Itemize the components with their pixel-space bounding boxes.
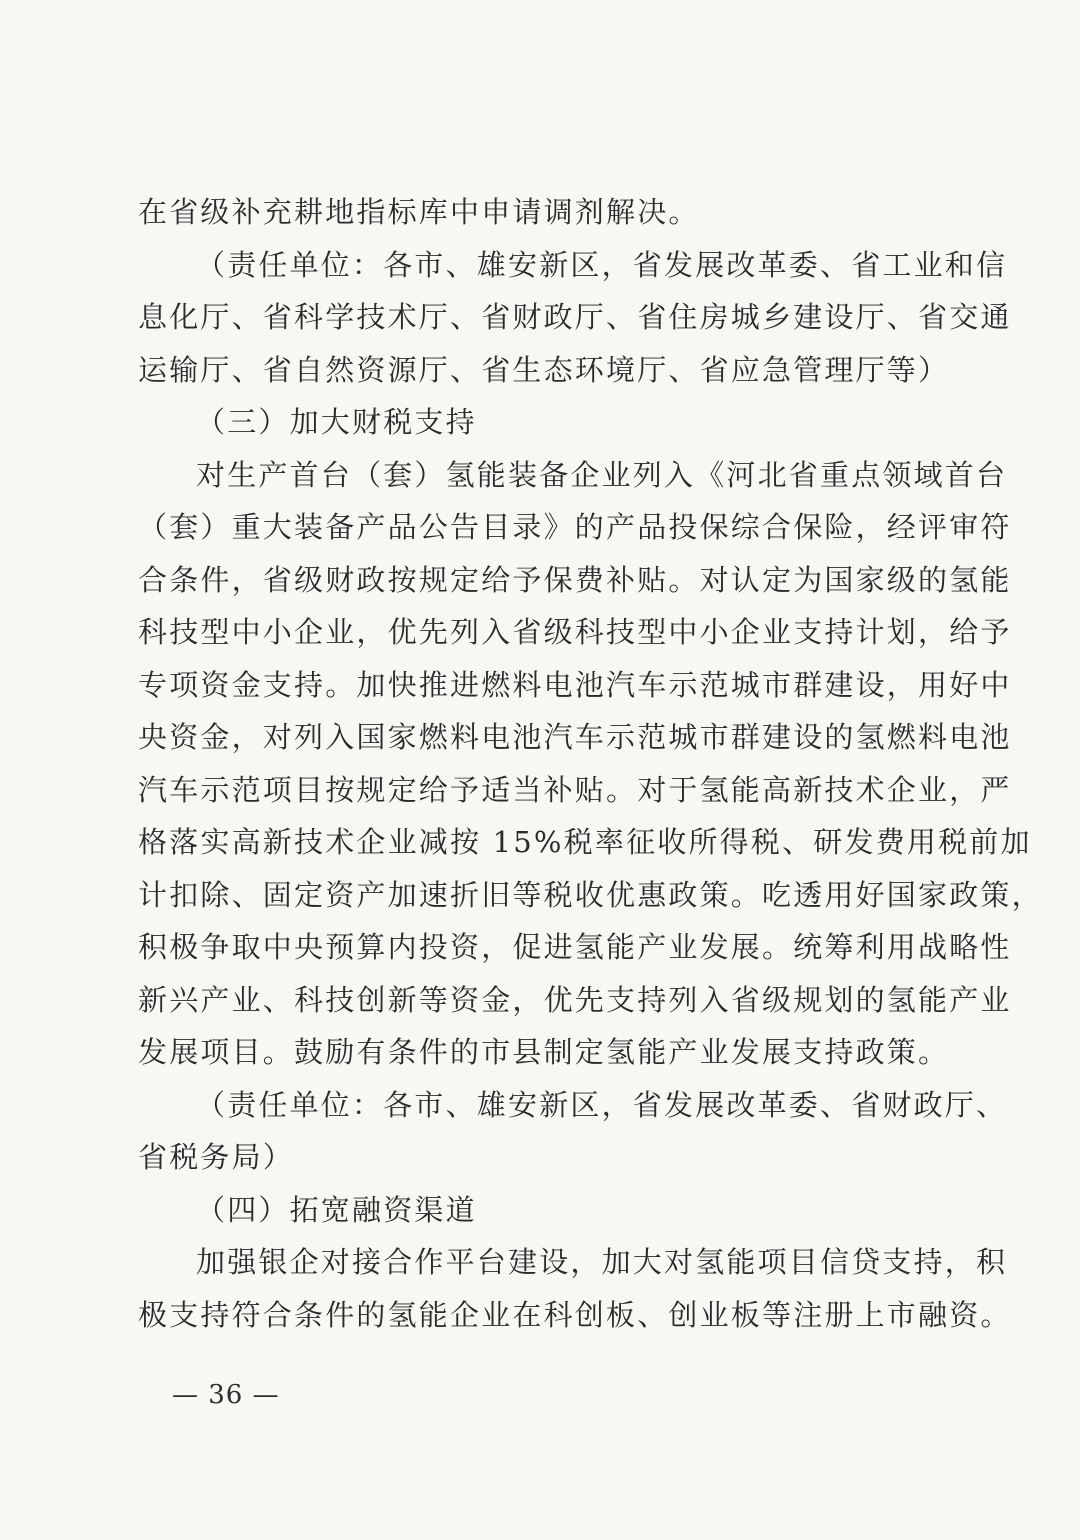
responsibility-note-line: 省税务局）: [138, 1140, 295, 1174]
paragraph-line: 发展项目。鼓励有条件的市县制定氢能产业发展支持政策。: [138, 1035, 950, 1069]
paragraph-line: 合条件，省级财政按规定给予保费补贴。对认定为国家级的氢能: [138, 562, 1012, 597]
paragraph-line: 格落实高新技术企业减按 15%税率征收所得税、研发费用税前加: [138, 825, 1032, 859]
document-body: [138, 186, 1043, 1341]
paragraph-line: 央资金，对列入国家燃料电池汽车示范城市群建设的氢燃料电池: [138, 720, 1012, 754]
page-number: — 36 —: [172, 1380, 280, 1410]
paragraph-line: 新兴产业、科技创新等资金，优先支持列入省级规划的氢能产业: [138, 982, 1012, 1017]
responsibility-note-line: （责任单位：各市、雄安新区，省发展改革委、省财政厅、: [196, 1087, 1008, 1122]
paragraph-line: 积极争取中央预算内投资，促进氢能产业发展。统筹利用战略性: [138, 930, 1012, 964]
paragraph-line: 科技型中小企业，优先列入省级科技型中小企业支持计划，给予: [138, 615, 1012, 649]
text-line: 在省级补充耕地指标库中申请调剂解决。: [138, 195, 700, 229]
paragraph-line: 对生产首台（套）氢能装备企业列入《河北省重点领域首台: [196, 457, 1008, 492]
paragraph-line: 汽车示范项目按规定给予适当补贴。对于氢能高新技术企业，严: [138, 772, 1012, 807]
responsibility-note-line: （责任单位：各市、雄安新区，省发展改革委、省工业和信: [196, 247, 1008, 282]
paragraph-line: 计扣除、固定资产加速折旧等税收优惠政策。吃透用好国家政策，: [138, 877, 1043, 912]
section-heading-3: （三）加大财税支持: [196, 405, 477, 439]
paragraph-line: 极支持符合条件的氢能企业在科创板、创业板等注册上市融资。: [138, 1297, 1012, 1332]
paragraph-line: 加强银企对接合作平台建设，加大对氢能项目信贷支持，积: [196, 1245, 1008, 1279]
responsibility-note-line: 息化厅、省科学技术厅、省财政厅、省住房城乡建设厅、省交通: [138, 300, 1012, 334]
section-heading-4: （四）拓宽融资渠道: [196, 1192, 477, 1227]
paragraph-line: （套）重大装备产品公告目录》的产品投保综合保险，经评审符: [138, 510, 1012, 544]
responsibility-note-line: 运输厅、省自然资源厅、省生态环境厅、省应急管理厅等）: [138, 352, 950, 387]
paragraph-line: 专项资金支持。加快推进燃料电池汽车示范城市群建设，用好中: [138, 667, 1012, 702]
